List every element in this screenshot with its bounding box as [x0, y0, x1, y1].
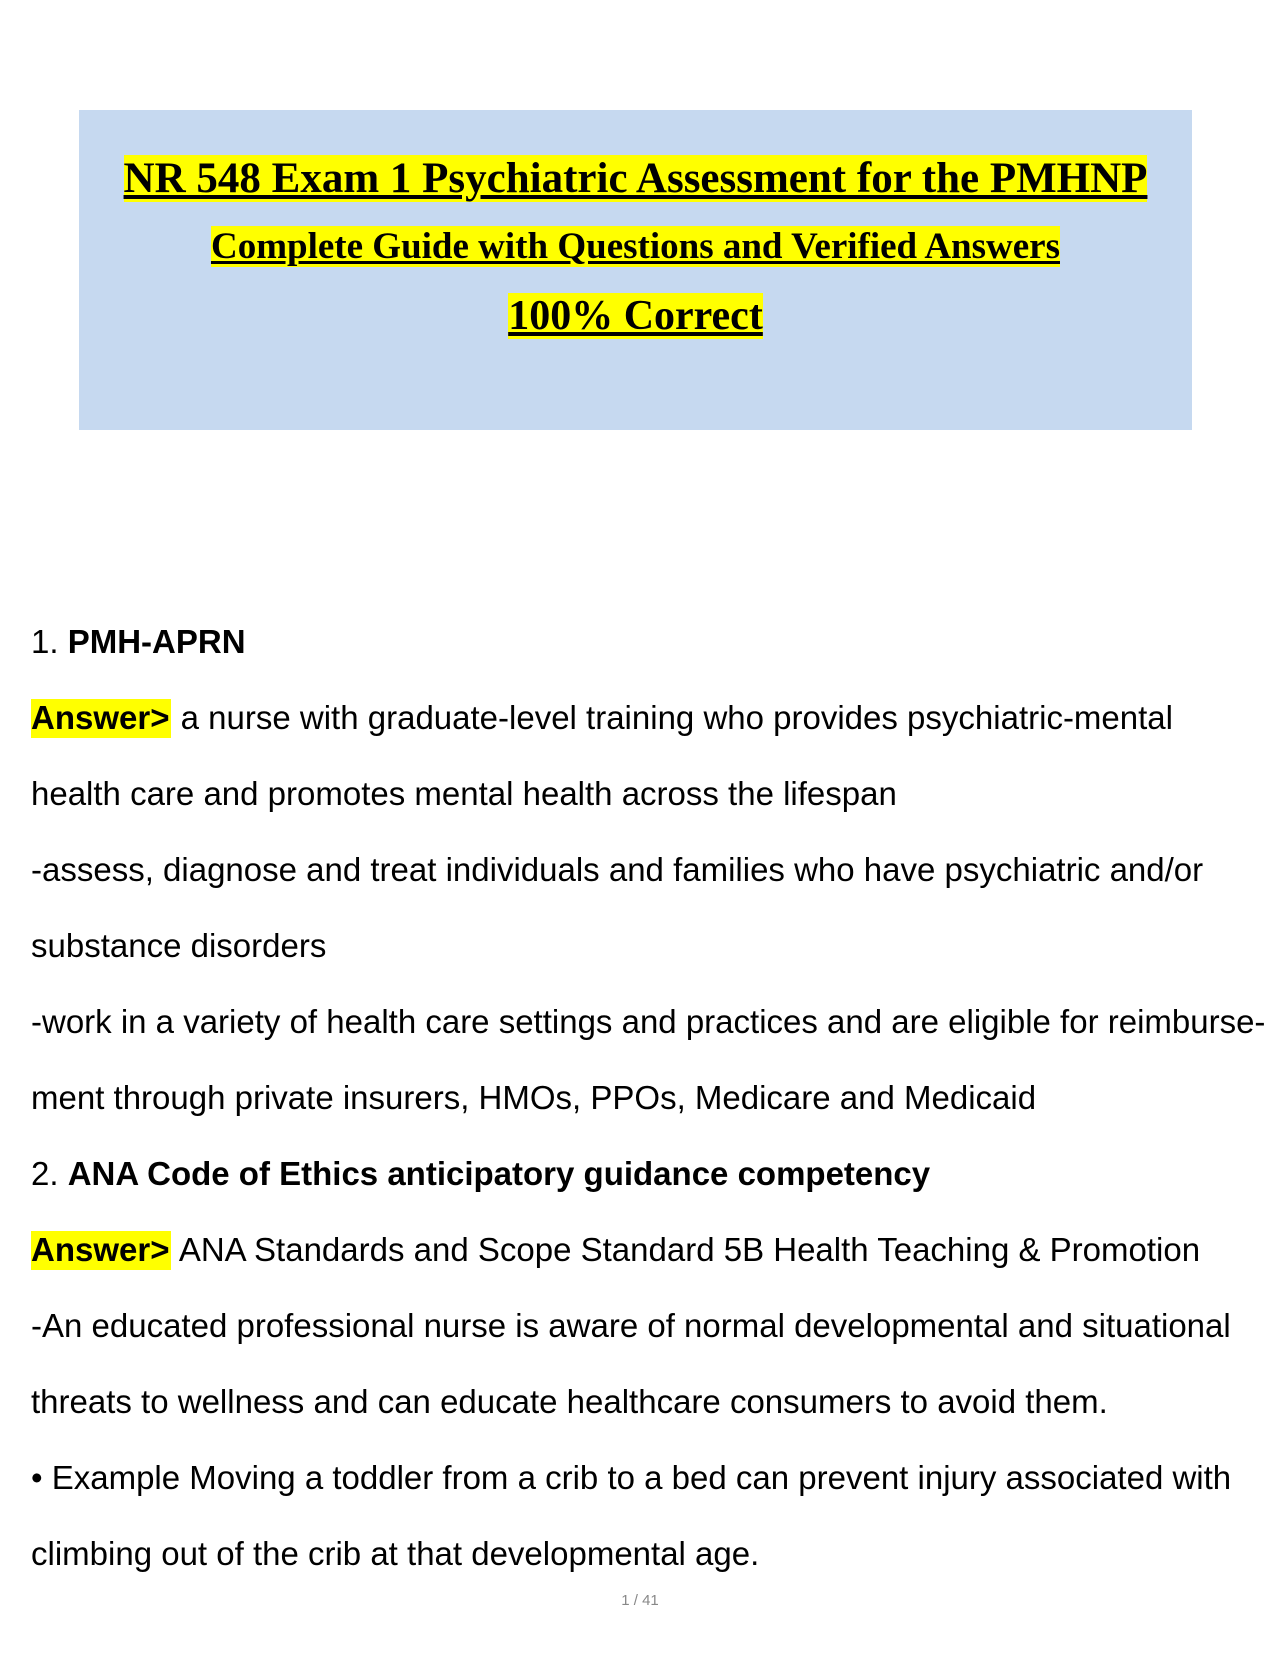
answer-label: Answer>	[31, 699, 170, 736]
question-number: 1.	[31, 623, 59, 660]
answer-text: substance disorders	[31, 927, 327, 964]
page-indicator: 1 / 41	[621, 1592, 659, 1609]
answer-text: ment through private insurers, HMOs, PPOs, Medicare and Medicaid	[31, 1079, 1037, 1116]
answer-text: health care and promotes mental health across the lifespan	[31, 775, 897, 812]
question-number: 2.	[31, 1155, 59, 1192]
question-title: ANA Code of Ethics anticipatory guidance competency	[67, 1155, 931, 1192]
question-2-heading	[31, 1157, 930, 1190]
question-1-heading	[31, 625, 246, 658]
answer-text: -work in a variety of health care settings and practices and are eligible for reimburse-	[31, 1003, 1266, 1040]
answer-text: • Example Moving a toddler from a crib to a bed can prevent injury associated with	[31, 1459, 1232, 1496]
answer-text: threats to wellness and can educate healthcare consumers to avoid them.	[31, 1383, 1108, 1420]
title-banner	[79, 110, 1192, 430]
answer-line	[31, 1233, 1200, 1266]
answer-line	[31, 701, 1173, 734]
document-subtitle: Complete Guide with Questions and Verified Answers	[210, 226, 1060, 267]
answer-text: climbing out of the crib at that developmental age.	[31, 1535, 760, 1572]
answer-text: -An educated professional nurse is aware of normal developmental and situational	[31, 1307, 1231, 1344]
document-tagline: 100% Correct	[508, 293, 763, 339]
question-title: PMH-APRN	[67, 623, 246, 660]
document-title: NR 548 Exam 1 Psychiatric Assessment for the PMHNP	[123, 155, 1148, 202]
answer-text: -assess, diagnose and treat individuals and families who have psychiatric and/or	[31, 851, 1204, 888]
answer-text: ANA Standards and Scope Standard 5B Health Teaching & Promotion	[178, 1231, 1201, 1268]
answer-text: a nurse with graduate-level training who provides psychiatric-mental	[180, 699, 1173, 736]
answer-label: Answer>	[31, 1231, 170, 1268]
